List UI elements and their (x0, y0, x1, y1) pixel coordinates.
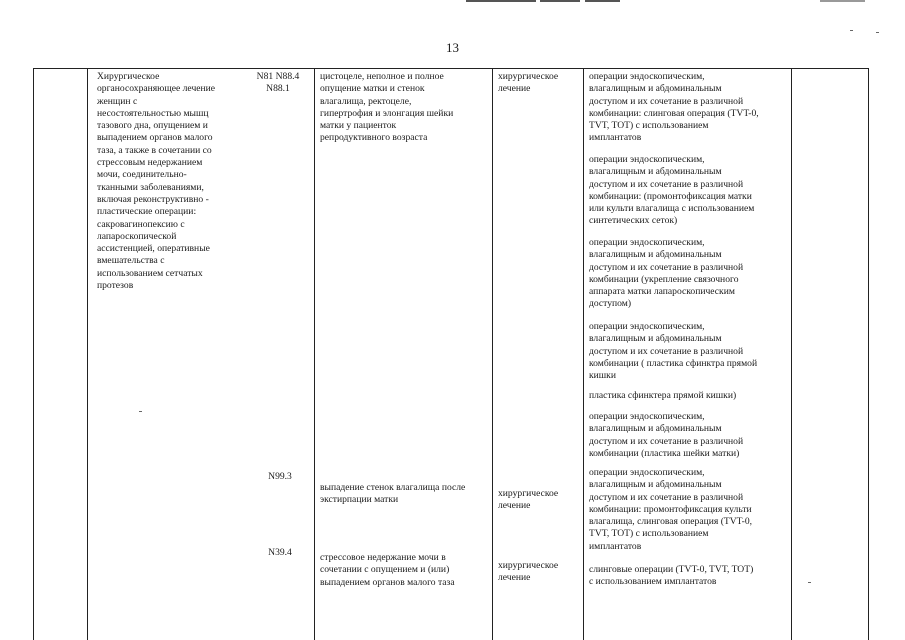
treatment-method-cell: операции эндоскопическим, влагалищным и абдоминальным доступом и их сочетание в различной комбинации: промонтофиксация культи влагалища, слинговая операция (TVT-0, TVT, TOT) с использованием имплантатов (589, 467, 753, 552)
treatment-method-cell: операции эндоскопическим, влагалищным и абдоминальным доступом и их сочетание в различной комбинации (укрепление связочного аппарата матки лапароскопическим доступом) (589, 237, 744, 310)
condition-cell: выпадение стенок влагалища после экстирпации матки (320, 482, 466, 506)
treatment-type-cell: хирургическое лечение (498, 488, 559, 512)
diagnosis-code-cell: N99.3 (268, 471, 292, 482)
treatment-method-cell: слинговые операции (TVT-0, TVT, TOT) с использованием имплантатов (589, 564, 754, 588)
condition-cell: цистоцеле, неполное и полное опущение матки и стенок влагалища, ректоцеле, гипертрофия и элонгация шейки матки у пациенток репродуктивного возраста (320, 71, 454, 144)
diagnosis-code-cell: N81 N88.4 N88.1 (256, 71, 300, 95)
top-border-fragment (0, 0, 905, 4)
column-border (791, 68, 792, 640)
column-border (492, 68, 493, 640)
table-top-border (33, 68, 869, 69)
column-border (87, 68, 88, 640)
treatment-method-cell: пластика сфинктера прямой кишки) (589, 390, 737, 401)
treatment-method-cell: операции эндоскопическим, влагалищным и абдоминальным доступом и их сочетание в различной комбинации: (промонтофиксация матки или культи влагалища с использованием синтетических сеток) (589, 154, 755, 227)
treatment-type-cell: хирургическое лечение (498, 560, 559, 584)
diagnosis-code-cell: N39.4 (268, 547, 292, 558)
column-border (868, 68, 869, 640)
column-border (583, 68, 584, 640)
column-border (314, 68, 315, 640)
page-number: 13 (446, 40, 459, 55)
treatment-method-cell: операции эндоскопическим, влагалищным и абдоминальным доступом и их сочетание в различной комбинации ( пластика сфинктра прямой кишки (589, 321, 758, 382)
treatment-method-cell: операции эндоскопическим, влагалищным и абдоминальным доступом и их сочетание в различной комбинации (пластика шейки матки) (589, 411, 744, 459)
column-border (33, 68, 34, 640)
treatment-method-cell: операции эндоскопическим, влагалищным и абдоминальным доступом и их сочетание в различной комбинации: слинговая операция (TVT-0, TVT, TOT) с использованием имплантатов (589, 71, 759, 144)
treatment-type-cell: хирургическое лечение (498, 71, 559, 95)
care-profile-cell: Хирургическое органосохраняющее лечение женщин с несостоятельностью мышц тазового дна, опущением и выпадением органов малого таза, а также в сочетании со стрессовым недержанием мочи, соединительно- тканными заболеваниями, включая реконструктивно - пластические операции: сакровагинопексию с лапароскопической ассистенцией, оперативные вмешательства с использованием сетчатых протезов (97, 71, 216, 292)
scan-mark (876, 32, 879, 33)
scan-mark (850, 30, 853, 31)
condition-cell: стрессовое недержание мочи в сочетании с опущением и (или) выпадением органов малого таза (320, 552, 455, 588)
medical-care-table (33, 68, 869, 640)
